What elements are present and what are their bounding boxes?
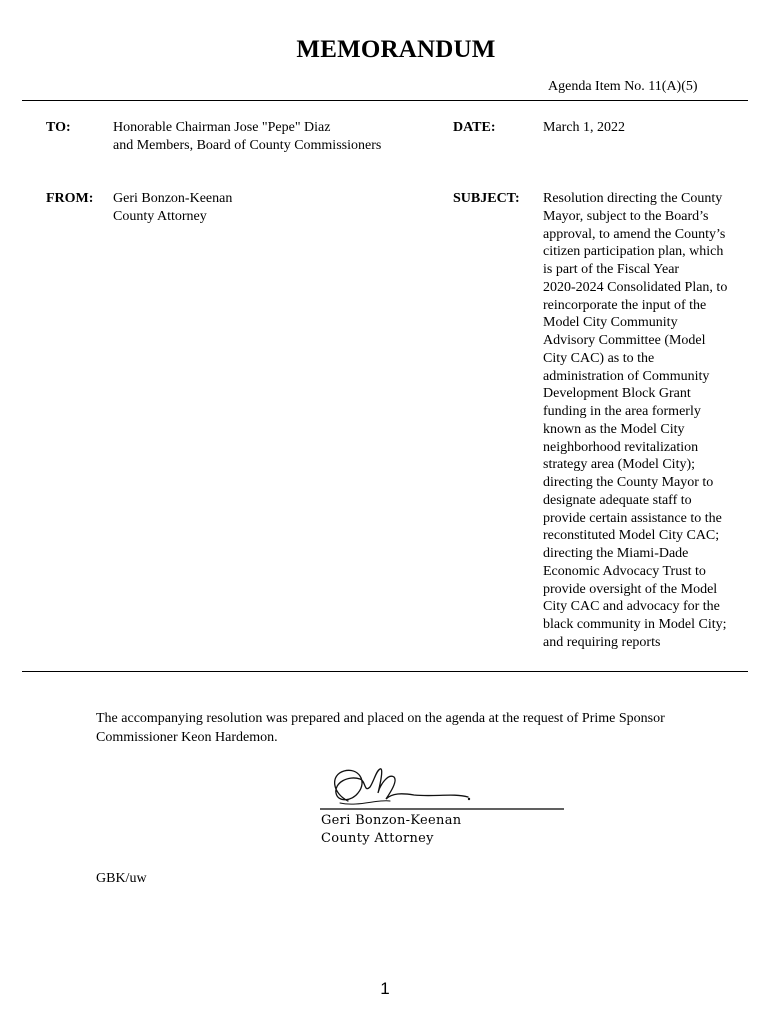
subject-value: Resolution directing the County Mayor, subject to the Board’s approval, to amend the County’s citizen participation plan, which is part of the Fiscal Year 2020-2024 Consolidated Plan, to reincorporate the input of the Model City Community Advisory Committee (Model City CAC) as to the administration of Community Development Block Grant funding in the area formerly known as the Model City neighborhood revitalization strategy area (Model City); directing the County Mayor to designate adequate staff to provide certain assistance to the reconstituted Model City CAC; directing the Miami-Dade Economic Advocacy Trust to provide oversight of the Model City CAC and advocacy for the black community in Model City; and requiring reports [543,191,728,650]
agenda-item-number: Agenda Item No. 11(A)(5) [548,79,698,94]
to-value [113,119,381,155]
to-label: TO: [46,120,71,135]
to-value-line1: Honorable Chairman Jose "Pepe" Diaz [113,120,331,135]
from-value-line2: County Attorney [113,209,207,224]
typist-initials: GBK/uw [96,871,147,886]
date-label: DATE: [453,120,496,135]
from-value-line1: Geri Bonzon-Keenan [113,191,233,206]
signature-block [321,812,461,848]
bottom-divider [22,671,748,672]
to-value-line2: and Members, Board of County Commissioners [113,138,382,153]
from-label: FROM: [46,191,94,206]
top-divider [22,100,748,101]
memo-body-text: The accompanying resolution was prepared and placed on the agenda at the request of Prime Sponsor Commissioner Keon Hardemon. [96,711,665,745]
subject-label: SUBJECT: [453,191,520,206]
handwritten-signature [318,763,568,815]
page-number: 1 [380,979,390,998]
memo-title: MEMORANDUM [296,36,496,63]
signature-name: Geri Bonzon-Keenan [321,813,462,828]
date-value: March 1, 2022 [543,120,626,135]
from-value [113,190,232,226]
signature-title: County Attorney [321,831,434,846]
